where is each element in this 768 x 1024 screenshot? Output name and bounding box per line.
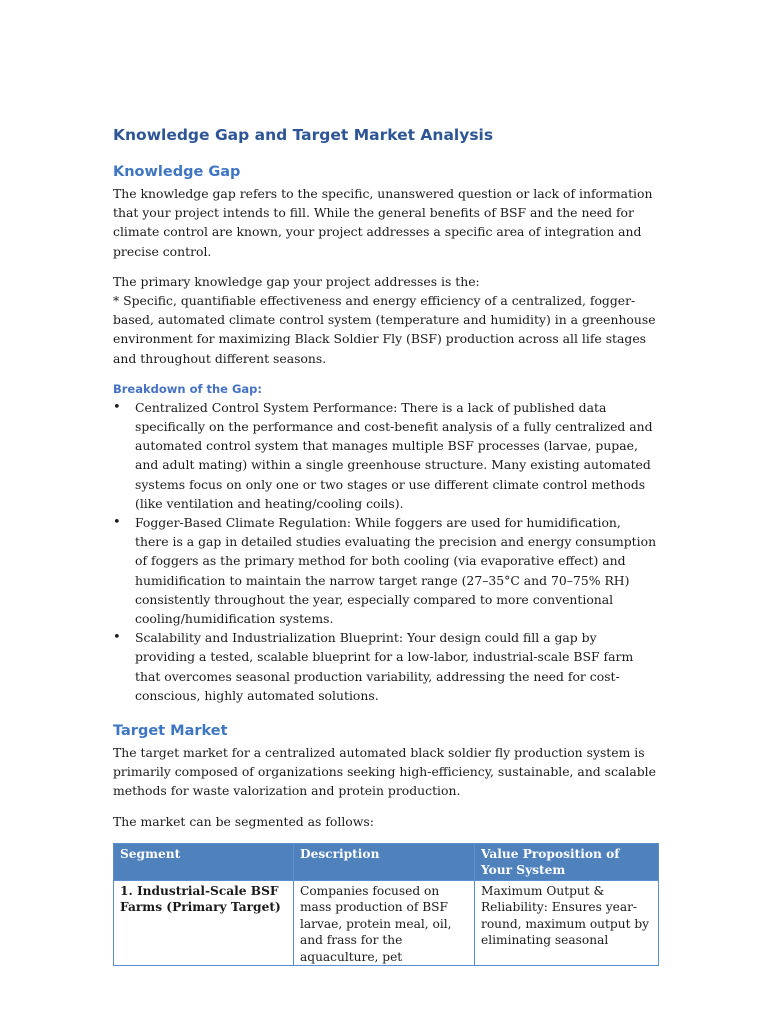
primary-gap-statement: * Specific, quantifiable effectiveness and energy efficiency of a centralized, fogger-based, automated climate control system (temperature and humidity) in a greenhouse environment for maximizing Black Soldier Fly (BSF) production across all life stages and throughout different seasons. bbox=[113, 293, 656, 366]
table-header-row bbox=[114, 843, 659, 880]
list-item bbox=[113, 628, 658, 705]
document-title: Knowledge Gap and Target Market Analysis bbox=[113, 126, 494, 144]
segment-table bbox=[113, 843, 659, 967]
knowledge-gap-paragraph: The knowledge gap refers to the specific, unanswered question or lack of information that your project intends to fill. While the general benefits of BSF and the need for climate control are known, your project addresses a specific area of integration and precise control. bbox=[113, 186, 653, 259]
target-market-paragraph: The target market for a centralized automated black soldier fly production system is primarily composed of organizations seeking high-efficiency, sustainable, and scalable methods for waste valorization and protein production. bbox=[113, 745, 656, 799]
breakdown-heading: Breakdown of the Gap: bbox=[113, 381, 263, 396]
bullet-icon: • bbox=[113, 515, 121, 531]
column-header-description: Description bbox=[294, 843, 475, 880]
list-item-text: Centralized Control System Performance: There is a lack of published data specifically on the performance and cost-benefit analysis of a fully centralized and automated control system that manages multiple BSF processes (larvae, pupae, and adult mating) within a single greenhouse structure. Many existing automated systems focus on only one or two stages or use different climate control methods (like ventilation and heating/cooling coils). bbox=[135, 399, 653, 511]
description-cell: Companies focused on mass production of BSF larvae, protein meal, oil, and frass for the aquaculture, pet bbox=[294, 880, 475, 966]
segment-cell: 1. Industrial-Scale BSF Farms (Primary Target) bbox=[114, 880, 294, 966]
breakdown-list bbox=[113, 398, 658, 705]
document-body bbox=[113, 124, 658, 966]
segmentation-intro: The market can be segmented as follows: bbox=[113, 813, 374, 829]
target-market-heading: Target Market bbox=[113, 723, 228, 740]
list-item-text: Scalability and Industrialization Blueprint: Your design could fill a gap by providing a tested, scalable blueprint for a low-labor, industrial-scale BSF farm that overcomes seasonal production variability, addressing the need for cost-conscious, highly automated solutions. bbox=[135, 630, 634, 703]
bullet-icon: • bbox=[113, 630, 121, 646]
table-row bbox=[114, 880, 659, 966]
knowledge-gap-heading: Knowledge Gap bbox=[113, 164, 241, 180]
column-header-value-proposition: Value Proposition of Your System bbox=[475, 843, 659, 880]
list-item bbox=[113, 513, 658, 628]
primary-gap-paragraph bbox=[113, 272, 658, 368]
list-item bbox=[113, 398, 658, 513]
primary-gap-intro: The primary knowledge gap your project addresses is the: bbox=[113, 273, 480, 289]
column-header-segment: Segment bbox=[114, 843, 294, 880]
value-proposition-cell: Maximum Output & Reliability: Ensures year-round, maximum output by eliminating seasonal bbox=[475, 880, 659, 966]
list-item-text: Fogger-Based Climate Regulation: While foggers are used for humidification, there is a gap in detailed studies evaluating the precision and energy consumption of foggers as the primary method for both cooling (via evaporative effect) and humidification to maintain the narrow target range (27–35°C and 70–75% RH) consistently throughout the year, especially compared to more conventional cooling/humidification systems. bbox=[135, 515, 657, 627]
bullet-icon: • bbox=[113, 399, 121, 415]
